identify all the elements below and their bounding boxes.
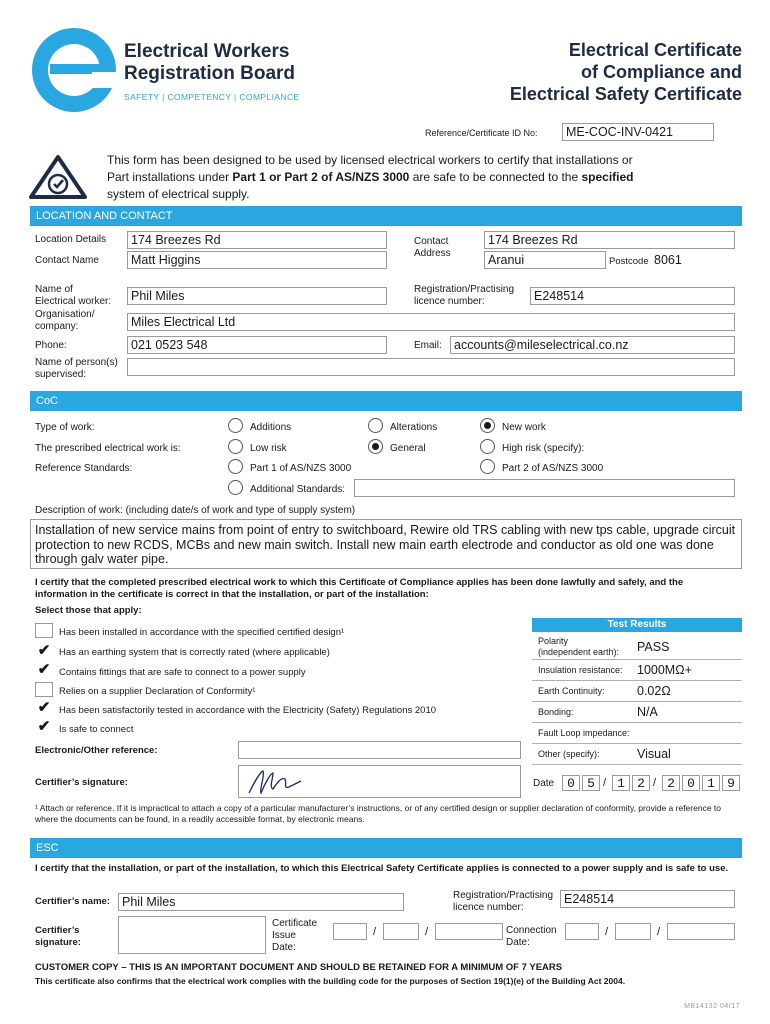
issue-date-day[interactable] xyxy=(333,923,367,940)
test-results-header: Test Results xyxy=(532,618,742,632)
connection-date-sep-2: / xyxy=(657,926,661,938)
worker-name-label-2: Electrical worker: xyxy=(35,296,112,307)
location-details-field[interactable]: 174 Breezes Rd xyxy=(127,231,387,249)
radio-general[interactable] xyxy=(368,439,383,454)
additional-standards-field[interactable] xyxy=(354,479,735,497)
certifier-signature-label: Certifier’s signature: xyxy=(35,777,128,788)
email-label: Email: xyxy=(414,340,442,351)
test-value-earth-continuity[interactable]: 0.02Ω xyxy=(637,684,671,698)
test-label-polarity-1: Polarity xyxy=(538,636,569,646)
intro-part-specified: specified xyxy=(581,170,634,184)
test-row-other xyxy=(532,744,742,765)
test-row-earth-continuity xyxy=(532,681,742,702)
date-sep-2: / xyxy=(653,777,657,789)
test-row-polarity xyxy=(532,633,742,660)
option-high-risk: High risk (specify): xyxy=(502,443,585,454)
connection-date-sep-1: / xyxy=(605,926,609,938)
issue-date-year[interactable] xyxy=(435,923,503,940)
checkbox-certified-design[interactable] xyxy=(35,623,53,638)
section-esc: ESC xyxy=(30,838,742,858)
checkbox-earthing-system[interactable]: ✔ xyxy=(35,644,53,659)
connection-date-day[interactable] xyxy=(565,923,599,940)
organisation-label-2: company: xyxy=(35,321,79,332)
radio-additions[interactable] xyxy=(228,418,243,433)
issue-date-label-1: Certificate xyxy=(272,918,318,929)
item-safe-fittings: Contains fittings that are safe to connect to a power supply xyxy=(59,667,306,678)
intro-line-2 xyxy=(107,169,727,186)
radio-low-risk[interactable] xyxy=(228,439,243,454)
option-part-1: Part 1 of AS/NZS 3000 xyxy=(250,463,352,474)
esc-certifier-name-field[interactable]: Phil Miles xyxy=(118,893,404,911)
option-new-work: New work xyxy=(502,422,546,433)
esc-registration-field[interactable]: E248514 xyxy=(560,890,735,908)
ewrb-logo xyxy=(30,26,118,114)
radio-part-2[interactable] xyxy=(480,459,495,474)
phone-label: Phone: xyxy=(35,340,67,351)
safety-mark-icon xyxy=(28,154,88,200)
date-digit-year-1[interactable]: 2 xyxy=(662,775,680,791)
certifier-signature-field[interactable] xyxy=(238,765,521,798)
ref-id-field[interactable]: ME-COC-INV-0421 xyxy=(562,123,714,141)
checkbox-safe-fittings[interactable]: ✔ xyxy=(35,663,53,678)
intro-part-standard: Part 1 or Part 2 of AS/NZS 3000 xyxy=(232,170,410,184)
email-field[interactable]: accounts@mileselectrical.co.nz xyxy=(450,336,735,354)
description-label: Description of work: (including date/s of work and type of supply system) xyxy=(35,505,356,516)
radio-high-risk[interactable] xyxy=(480,439,495,454)
radio-part-1[interactable] xyxy=(228,459,243,474)
esc-signature-label-2: signature: xyxy=(35,937,81,948)
item-earthing-system: Has an earthing system that is correctly rated (where applicable) xyxy=(59,647,330,658)
esc-signature-field[interactable] xyxy=(118,916,266,954)
test-value-other[interactable]: Visual xyxy=(637,747,671,761)
form-code: MB14132 04/17 xyxy=(684,1003,740,1010)
select-apply-label: Select those that apply: xyxy=(35,605,142,616)
test-label-earth-continuity: Earth Continuity: xyxy=(538,686,605,696)
esc-certify-statement: I certify that the installation, or part of the installation, to which this Electrical Safety Certificate applies is connected to a power supply and is safe to use. xyxy=(35,863,729,874)
test-label-polarity-2: (independent earth): xyxy=(538,647,620,657)
option-general: General xyxy=(390,443,426,454)
test-value-polarity[interactable]: PASS xyxy=(637,640,670,654)
test-label-other: Other (specify): xyxy=(538,749,600,759)
date-digit-day-2[interactable]: 5 xyxy=(582,775,600,791)
postcode-label: Postcode xyxy=(609,256,649,267)
date-digit-month-2[interactable]: 2 xyxy=(632,775,650,791)
test-label-insulation: Insulation resistance: xyxy=(538,665,623,675)
postcode-field[interactable]: 8061 xyxy=(653,251,735,269)
electronic-reference-field[interactable] xyxy=(238,741,521,759)
electronic-reference-label: Electronic/Other reference: xyxy=(35,745,158,756)
prescribed-work-label: The prescribed electrical work is: xyxy=(35,443,181,454)
test-label-fault-loop: Fault Loop impedance: xyxy=(538,728,630,738)
option-low-risk: Low risk xyxy=(250,443,287,454)
doc-title-line2: of Compliance and xyxy=(580,62,742,82)
test-row-insulation xyxy=(532,660,742,681)
intro-text xyxy=(107,152,727,203)
radio-new-work[interactable] xyxy=(480,418,495,433)
test-value-insulation[interactable]: 1000MΩ+ xyxy=(637,663,692,677)
issue-date-label-3: Date: xyxy=(272,942,296,953)
reference-standards-label: Reference Standards: xyxy=(35,463,133,474)
worker-name-label-1: Name of xyxy=(35,284,73,295)
intro-line-1: This form has been designed to be used by licensed electrical workers to certify that installations or xyxy=(107,153,633,167)
item-certified-design: Has been installed in accordance with the specified certified design¹ xyxy=(59,627,345,638)
item-safe-to-connect: Is safe to connect xyxy=(59,724,134,735)
test-row-bonding xyxy=(532,702,742,723)
checkbox-tested[interactable]: ✔ xyxy=(35,701,53,716)
contact-address-line2-field[interactable]: Aranui xyxy=(484,251,606,269)
doc-title-line1: Electrical Certificate xyxy=(568,40,742,60)
customer-copy-notice: CUSTOMER COPY – THIS IS AN IMPORTANT DOCUMENT AND SHOULD BE RETAINED FOR A MINIMUM OF 7 YEARS xyxy=(35,962,563,973)
connection-date-label-1: Connection xyxy=(506,925,557,936)
esc-signature-label-1: Certifier’s xyxy=(35,925,80,936)
radio-additional-standards[interactable] xyxy=(228,480,243,495)
issue-date-label-2: Issue xyxy=(272,930,296,941)
test-value-bonding[interactable]: N/A xyxy=(637,705,658,719)
description-field[interactable]: Installation of new service mains from point of entry to switchboard, Rewire old TRS cabling with new tps cable, upgrade circuit protection to new RCDS, MCBs and new main switch. Install new main earth electrode and conductor as old one was done through galv water pipe. xyxy=(30,519,742,569)
issue-date-sep-1: / xyxy=(373,926,377,938)
worker-name-field[interactable]: Phil Miles xyxy=(127,287,387,305)
supervised-field[interactable] xyxy=(127,358,735,376)
test-label-bonding: Bonding: xyxy=(538,707,574,717)
item-tested: Has been satisfactorily tested in accordance with the Electricity (Safety) Regulations 2010 xyxy=(59,705,437,716)
date-digit-day-1[interactable]: 0 xyxy=(562,775,580,791)
issue-date-sep-2: / xyxy=(425,926,429,938)
date-digit-year-3[interactable]: 1 xyxy=(702,775,720,791)
date-digit-month-1[interactable]: 1 xyxy=(612,775,630,791)
ref-id-label: Reference/Certificate ID No: xyxy=(425,128,538,138)
option-alterations: Alterations xyxy=(390,422,438,433)
connection-date-label-2: Date: xyxy=(506,937,530,948)
esc-registration-label-2: licence number: xyxy=(453,902,524,913)
additional-standards-label: Additional Standards: xyxy=(250,484,346,495)
footnote: ¹ Attach or reference. If it is impractical to attach a copy of a particular manufacturer’s instructions, or of any certified design or supplier declaration of conformity, provide a reference to where the documents can be found, in a readily accessible format, by electronic means. xyxy=(35,803,721,824)
section-coc: CoC xyxy=(30,391,742,411)
contact-name-field[interactable]: Matt Higgins xyxy=(127,251,387,269)
test-row-fault-loop xyxy=(532,723,742,744)
contact-address-line1-field[interactable]: 174 Breezes Rd xyxy=(484,231,735,249)
location-details-label: Location Details xyxy=(35,234,107,245)
building-code-notice: This certificate also confirms that the electrical work complies with the building code for the purposes of Section 19(1)(e) of the Building Act 2004. xyxy=(35,976,626,986)
contact-address-label-2: Address xyxy=(414,248,451,259)
connection-date-year[interactable] xyxy=(667,923,735,940)
org-tagline: SAFETY | COMPETENCY | COMPLIANCE xyxy=(124,92,300,102)
intro-part-a: Part installations under xyxy=(107,170,233,184)
phone-field[interactable]: 021 0523 548 xyxy=(127,336,387,354)
supervised-label-1: Name of person(s) xyxy=(35,357,118,368)
option-part-2: Part 2 of AS/NZS 3000 xyxy=(502,463,604,474)
item-supplier-doc: Relies on a supplier Declaration of Conformity¹ xyxy=(59,686,256,697)
radio-alterations[interactable] xyxy=(368,418,383,433)
section-location-contact: LOCATION AND CONTACT xyxy=(30,206,742,226)
registration-label-1: Registration/Practising xyxy=(414,284,515,295)
date-digit-year-2[interactable]: 0 xyxy=(682,775,700,791)
issue-date-month[interactable] xyxy=(383,923,419,940)
option-additions: Additions xyxy=(250,422,292,433)
registration-number-field[interactable]: E248514 xyxy=(530,287,735,305)
org-name-line1: Electrical Workers xyxy=(124,41,290,62)
signature-scribble xyxy=(245,767,305,797)
org-name-line2: Registration Board xyxy=(124,63,296,84)
checkbox-supplier-doc[interactable] xyxy=(35,682,53,697)
intro-line-3: system of electrical supply. xyxy=(107,187,250,201)
supervised-label-2: supervised: xyxy=(35,369,87,380)
doc-title-line3: Electrical Safety Certificate xyxy=(509,84,742,104)
certify-statement: I certify that the completed prescribed electrical work to which this Certificate of Compliance applies has been done lawfully and safely, and the information in the certificate is correct in that the installation, or part of the installation: xyxy=(35,577,684,600)
esc-registration-label-1: Registration/Practising xyxy=(453,890,554,901)
contact-name-label: Contact Name xyxy=(35,255,99,266)
checkbox-safe-to-connect[interactable]: ✔ xyxy=(35,720,53,735)
registration-label-2: licence number: xyxy=(414,296,485,307)
date-label: Date xyxy=(533,778,555,789)
date-sep-1: / xyxy=(603,777,607,789)
connection-date-month[interactable] xyxy=(615,923,651,940)
type-of-work-label: Type of work: xyxy=(35,422,95,433)
contact-address-label-1: Contact xyxy=(414,236,449,247)
organisation-field[interactable]: Miles Electrical Ltd xyxy=(127,313,735,331)
esc-certifier-name-label: Certifier’s name: xyxy=(35,896,110,907)
date-digit-year-4[interactable]: 9 xyxy=(722,775,740,791)
intro-part-b: are safe to be connected to the xyxy=(409,170,582,184)
organisation-label-1: Organisation/ xyxy=(35,309,95,320)
